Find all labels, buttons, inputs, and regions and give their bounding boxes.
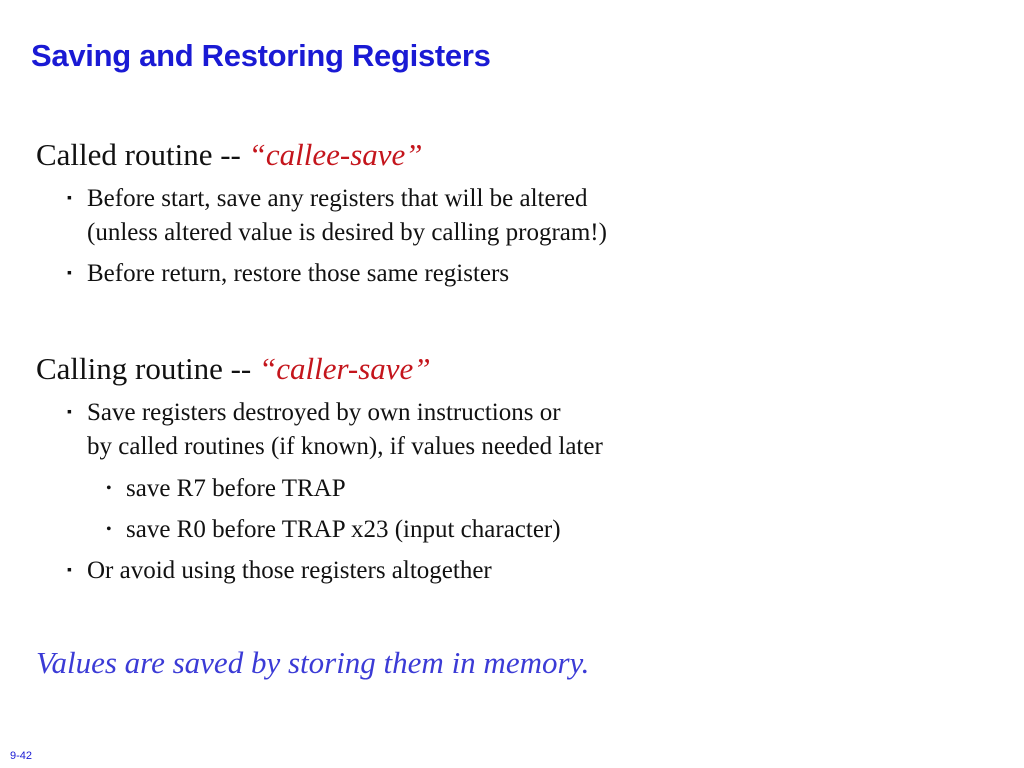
bullet-text-line: Or avoid using those registers altogether [87, 557, 492, 584]
round-bullet-icon: • [106, 521, 112, 538]
bullet-before-return [67, 257, 509, 291]
sub-bullet-save-r7 [106, 472, 346, 506]
caller-save-term: “caller-save” [258, 351, 431, 386]
bullet-avoid-registers [67, 554, 492, 588]
section-heading-callee-save [36, 137, 423, 173]
bullet-before-start [67, 182, 607, 250]
slide-title: Saving and Restoring Registers [31, 38, 491, 73]
sub-bullet-text: save R0 before TRAP x23 (input character) [126, 516, 561, 543]
square-bullet-icon: ▪ [67, 563, 72, 578]
slide-number: 9-42 [10, 750, 33, 762]
conclusion-text: Values are saved by storing them in memory. [36, 645, 590, 680]
square-bullet-icon: ▪ [67, 266, 72, 281]
section-heading-caller-save [36, 351, 431, 387]
bullet-save-registers [67, 396, 603, 464]
bullet-text-line: by called routines (if known), if values needed later [87, 433, 603, 460]
section-heading-prefix: Calling routine -- [36, 351, 259, 386]
bullet-text-line: Save registers destroyed by own instructions or [87, 399, 561, 426]
bullet-text-line: Before start, save any registers that will be altered [87, 185, 588, 212]
square-bullet-icon: ▪ [67, 191, 72, 206]
sub-bullet-text: save R7 before TRAP [126, 475, 346, 502]
bullet-text-line: Before return, restore those same registers [87, 260, 510, 287]
section-heading-prefix: Called routine -- [36, 137, 249, 172]
round-bullet-icon: • [106, 480, 112, 497]
sub-bullet-save-r0 [106, 513, 561, 547]
square-bullet-icon: ▪ [67, 405, 72, 420]
bullet-text-line: (unless altered value is desired by calling program!) [87, 219, 607, 246]
callee-save-term: “callee-save” [248, 137, 423, 172]
